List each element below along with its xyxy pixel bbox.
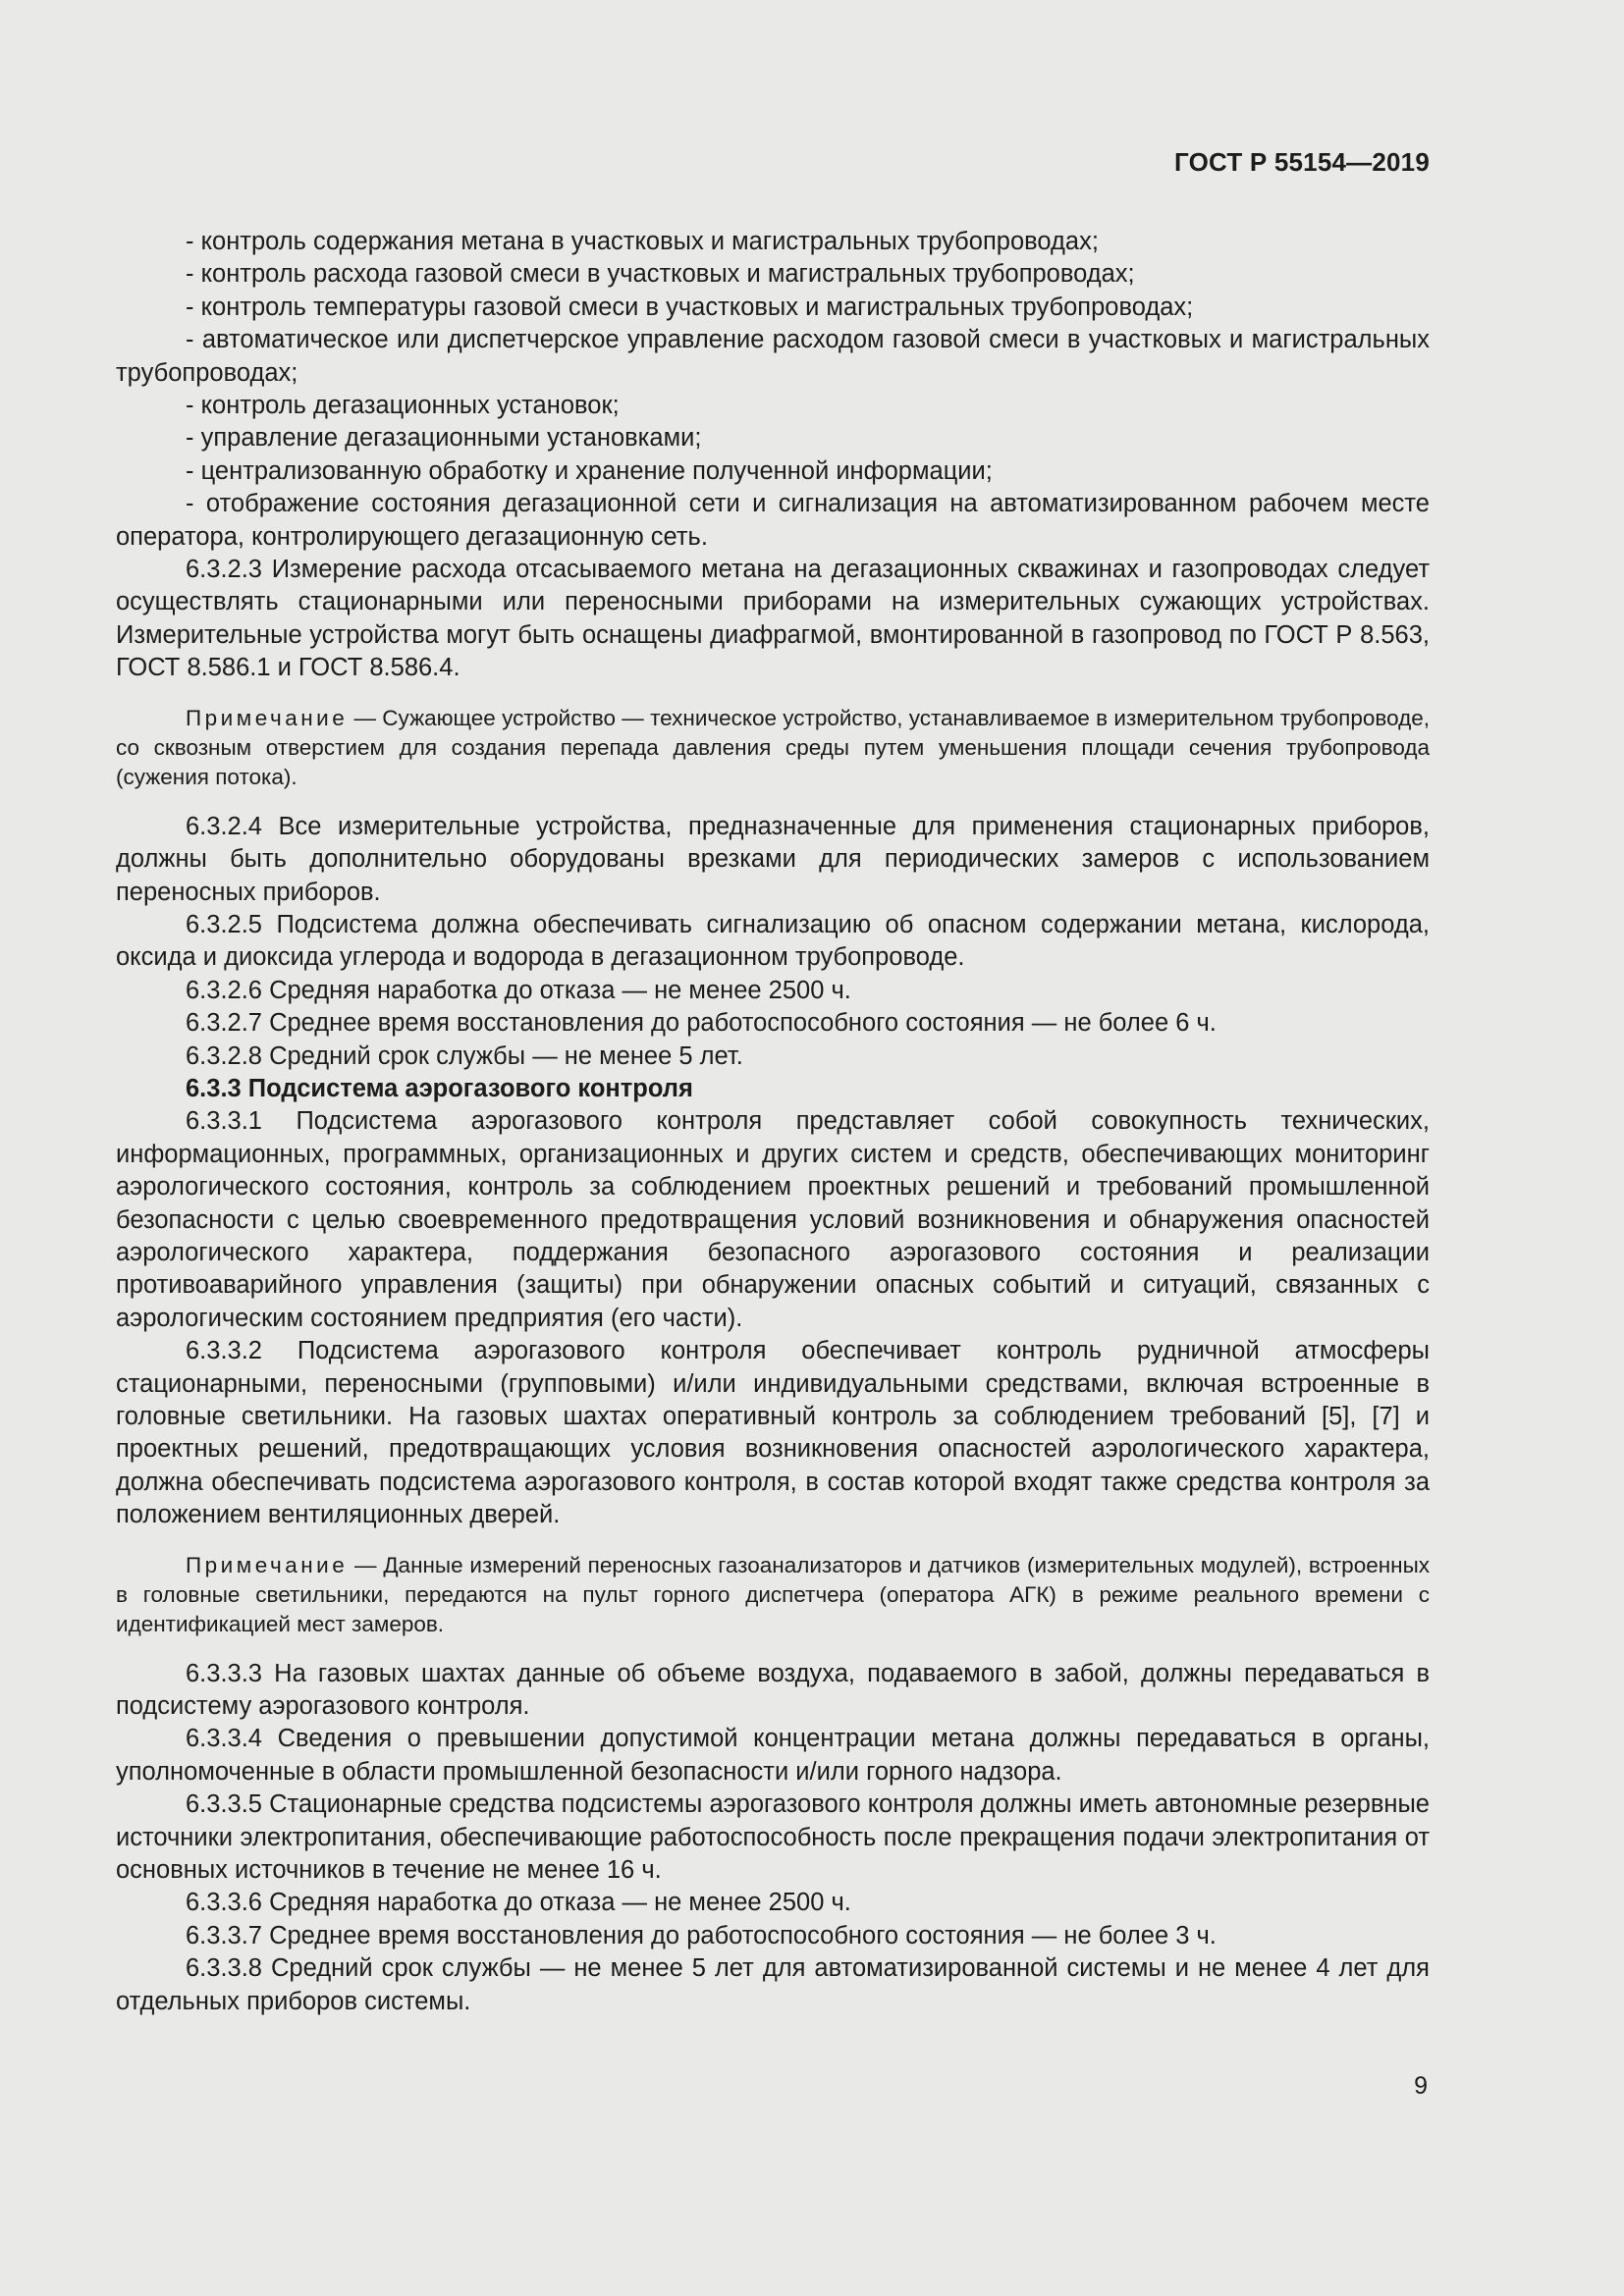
body-paragraph: - контроль расхода газовой смеси в участковых и магистральных трубопроводах; (186, 260, 1135, 289)
document-id-header: ГОСТ Р 55154—2019 (1174, 147, 1430, 177)
body-paragraph: 6.3.3.7 Среднее время восстановления до работоспособного состояния — не более 3 ч. (186, 1921, 1217, 1949)
body-paragraph: 6.3.2.7 Среднее время восстановления до работоспособного состояния — не более 6 ч. (186, 1009, 1217, 1038)
body-paragraph: - централизованную обработку и хранение полученной информации; (186, 456, 993, 485)
note-paragraph (116, 1551, 1430, 1639)
note-text: — Данные измерений переносных газоанализаторов и датчиков (измерительных модулей), встроенных в головные светильники, передаются на пульт горного диспетчера (оператора АГК) в режиме реального времени с идентификацией мест замеров. (116, 1552, 1430, 1636)
body-paragraph: 6.3.3.3 На газовых шахтах данные об объеме воздуха, подаваемого в забой, должны передаваться в подсистему аэрогазового контроля. (116, 1659, 1430, 1721)
note-label: Примечание (186, 1552, 349, 1577)
note-paragraph (116, 704, 1430, 792)
body-paragraph: - автоматическое или диспетчерское управление расходом газовой смеси в участковых и магистральных трубопроводах; (116, 326, 1430, 387)
section-heading: 6.3.3 Подсистема аэрогазового контроля (186, 1074, 693, 1102)
body-paragraph: 6.3.3.1 Подсистема аэрогазового контроля представляет собой совокупность технических, информационных, программных, организационных и других систем и средств, обеспечивающих мониторинг аэрологического состояния, контроль за соблюдением проектных решений и требований промышленной безопасности с целью своевременного предотвращения условий возникновения и обнаружения опасностей аэрологического характера, поддержания безопасного аэрогазового состояния и реализации противоаварийного управления (защиты) при обнаружении опасных событий и ситуаций, связанных с аэрологическим состоянием предприятия (его части). (116, 1107, 1430, 1332)
body-paragraph: 6.3.3.5 Стационарные средства подсистемы аэрогазового контроля должны иметь автономные резервные источники электропитания, обеспечивающие работоспособность после прекращения подачи электропитания от основных источников в течение не менее 16 ч. (116, 1790, 1430, 1885)
body-paragraph: - отображение состояния дегазационной сети и сигнализация на автоматизированном рабочем месте оператора, контролирующего дегазационную сеть. (116, 490, 1430, 551)
note-text: — Сужающее устройство — техническое устройство, устанавливаемое в измерительном трубопроводе, со сквозным отверстием для создания перепада давления среды путем уменьшения площади сечения трубопровода (сужения потока). (116, 705, 1430, 789)
body-paragraph: 6.3.2.8 Средний срок службы — не менее 5 лет. (186, 1041, 743, 1070)
body-paragraph: 6.3.3.2 Подсистема аэрогазового контроля обеспечивает контроль рудничной атмосферы стационарными, переносными (групповыми) и/или индивидуальными средствами, включая встроенные в головные светильники. На газовых шахтах оперативный контроль за соблюдением требований [5], [7] и проектных решений, предотвращающих условия возникновения опасностей аэрологического характера, должна обеспечивать подсистема аэрогазового контроля, в состав которой входят также средства контроля за положением вентиляционных дверей. (116, 1337, 1430, 1529)
body-paragraph: 6.3.2.6 Средняя наработка до отказа — не менее 2500 ч. (186, 976, 851, 1004)
body-paragraph: 6.3.2.3 Измерение расхода отсасываемого метана на дегазационных скважинах и газопроводах следует осуществлять стационарными или переносными приборами на измерительных сужающих устройствах. Измерительные устройства могут быть оснащены диафрагмой, вмонтированной в газопровод по ГОСТ Р 8.563, ГОСТ 8.586.1 и ГОСТ 8.586.4. (116, 556, 1430, 682)
page-number: 9 (1414, 2072, 1428, 2100)
body-paragraph: 6.3.2.4 Все измерительные устройства, предназначенные для применения стационарных приборов, должны быть дополнительно оборудованы врезками для периодических замеров с использованием переносных приборов. (116, 812, 1430, 906)
body-paragraph: 6.3.3.6 Средняя наработка до отказа — не менее 2500 ч. (186, 1889, 851, 1917)
body-paragraph: 6.3.3.8 Средний срок службы — не менее 5 лет для автоматизированной системы и не менее 4 лет для отдельных приборов системы. (116, 1954, 1430, 2015)
body-paragraph: - контроль дегазационных установок; (186, 392, 620, 420)
body-paragraph: - контроль температуры газовой смеси в участковых и магистральных трубопроводах; (186, 293, 1194, 321)
body-paragraph: - управление дегазационными установками; (186, 424, 702, 453)
body-paragraph: - контроль содержания метана в участковых и магистральных трубопроводах; (186, 228, 1099, 255)
body-paragraph: 6.3.3.4 Сведения о превышении допустимой концентрации метана должны передаваться в органы, уполномоченные в области промышленной безопасности и/или горного надзора. (116, 1725, 1430, 1786)
body-paragraph: 6.3.2.5 Подсистема должна обеспечивать сигнализацию об опасном содержании метана, кислорода, оксида и диоксида углерода и водорода в дегазационном трубопроводе. (116, 910, 1430, 972)
document-body (116, 226, 1430, 2018)
note-label: Примечание (186, 705, 349, 730)
